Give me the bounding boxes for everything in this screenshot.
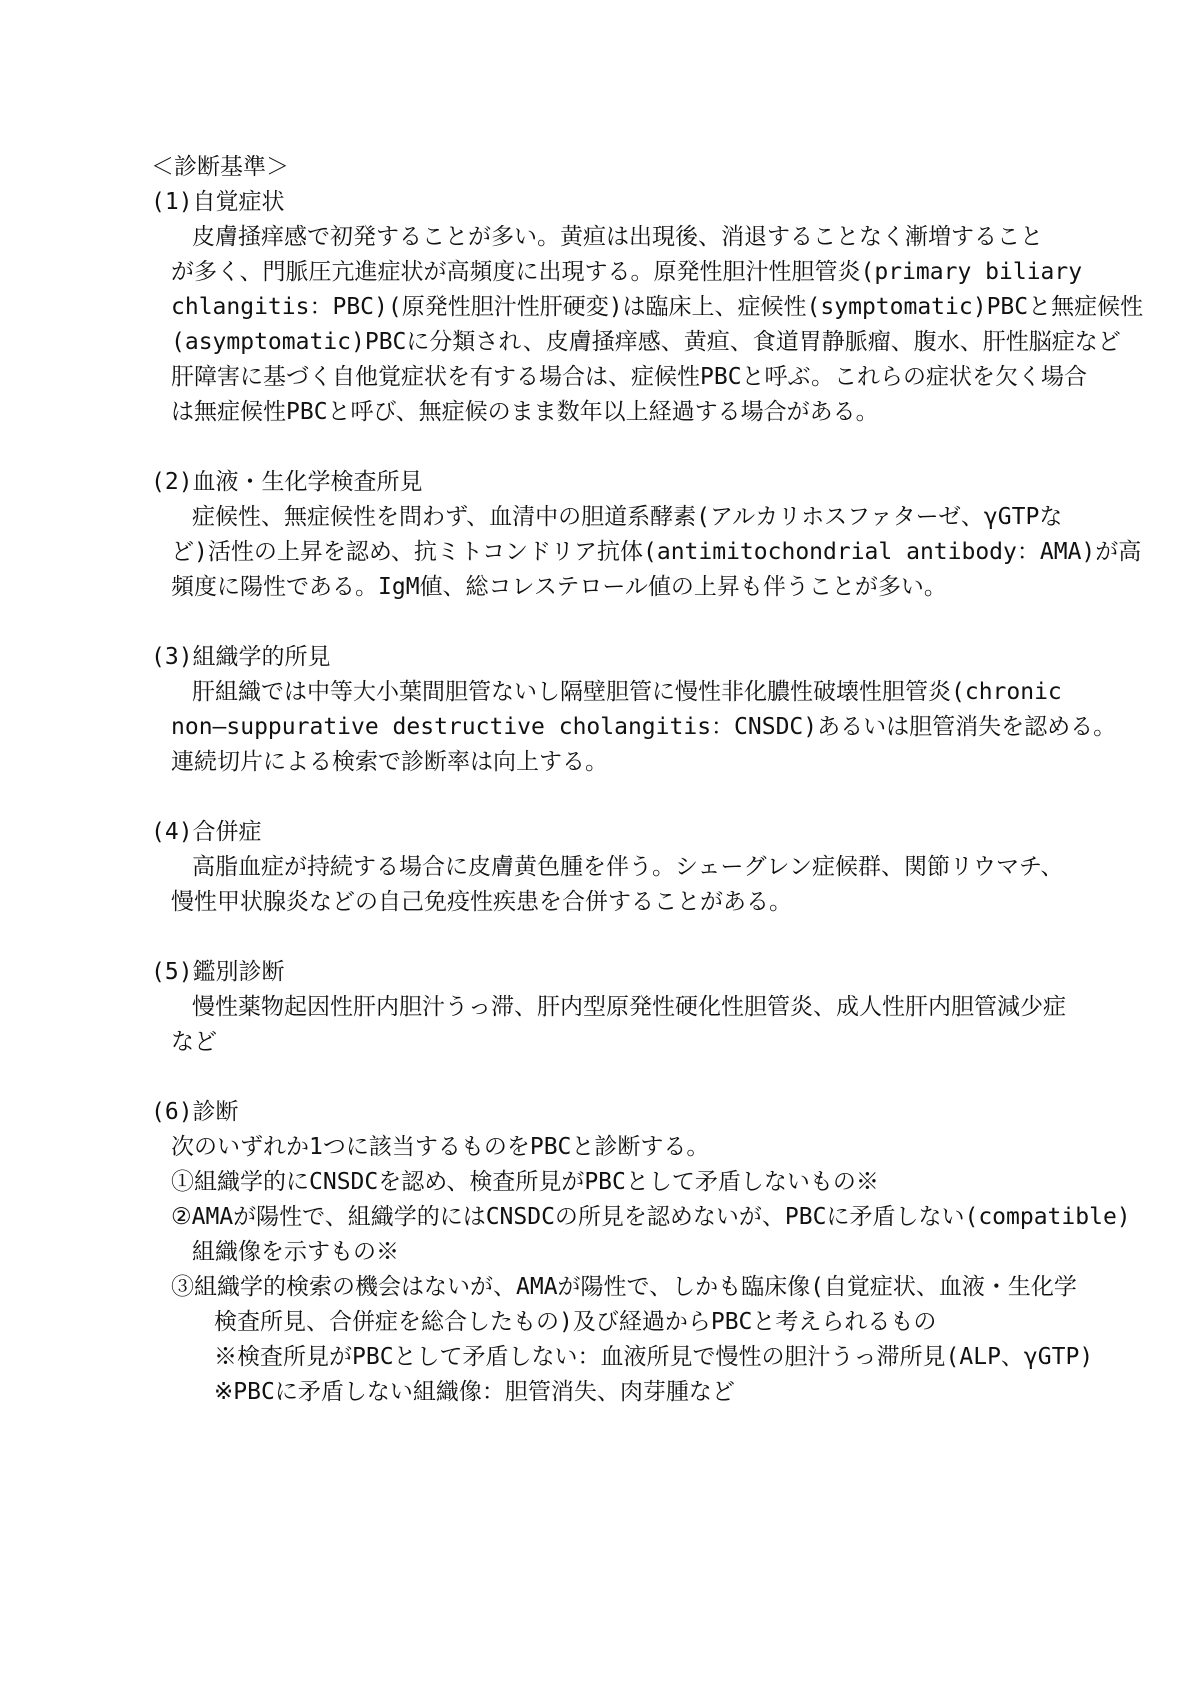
section-subjective-symptoms — [0, 185, 1181, 430]
paragraph-line: 症候性、無症候性を問わず、血清中の胆道系酵素(アルカリホスファターゼ、γGTPな — [192, 504, 1063, 530]
section-blood-biochemistry — [0, 465, 1181, 605]
paragraph-line: 慢性薬物起因性肝内胆汁うっ滞、肝内型原発性硬化性胆管炎、成人性肝内胆管減少症 — [192, 994, 1066, 1020]
paragraph-line: non—suppurative destructive cholangitis：CNSDC)あるいは胆管消失を認める。 — [171, 714, 1117, 740]
paragraph-line: (asymptomatic)PBCに分類され、皮膚掻痒感、黄疸、食道胃静脈瘤、腹水、肝性脳症など — [171, 329, 1121, 355]
section-histology — [0, 640, 1181, 780]
criterion-2: ②AMAが陽性で、組織学的にはCNSDCの所見を認めないが、PBCに矛盾しない(compatible) — [171, 1204, 1131, 1230]
paragraph-line: ど)活性の上昇を認め、抗ミトコンドリア抗体(antimitochondrial antibody：AMA)が高 — [171, 539, 1142, 565]
section-complications — [0, 815, 1181, 920]
paragraph-line: 慢性甲状腺炎などの自己免疫性疾患を合併することがある。 — [171, 889, 792, 915]
footnote: ※検査所見がPBCとして矛盾しない：血液所見で慢性の胆汁うっ滞所見(ALP、γGTP) — [214, 1344, 1094, 1370]
section-heading: (3)組織学的所見 — [151, 644, 331, 670]
document-title: ＜診断基準＞ — [151, 154, 289, 180]
section-heading: (5)鑑別診断 — [151, 959, 285, 985]
criterion-3: ③組織学的検索の機会はないが、AMAが陽性で、しかも臨床像(自覚症状、血液・生化学 — [171, 1274, 1077, 1300]
section-diagnosis — [0, 1095, 1181, 1410]
criterion-1: ①組織学的にCNSDCを認め、検査所見がPBCとして矛盾しないもの※ — [171, 1169, 879, 1195]
paragraph-line: など — [171, 1029, 217, 1055]
criterion-3-continued: 検査所見、合併症を総合したもの)及び経過からPBCと考えられるもの — [214, 1309, 937, 1335]
paragraph-line: が多く、門脈圧亢進症状が高頻度に出現する。原発性胆汁性胆管炎(primary biliary — [171, 259, 1083, 285]
diagnosis-intro: 次のいずれか1つに該当するものをPBCと診断する。 — [171, 1134, 710, 1160]
paragraph-line: 頻度に陽性である。IgM値、総コレステロール値の上昇も伴うことが多い。 — [171, 574, 947, 600]
paragraph-line: 肝障害に基づく自他覚症状を有する場合は、症候性PBCと呼ぶ。これらの症状を欠く場合 — [171, 364, 1088, 390]
section-heading: (6)診断 — [151, 1099, 239, 1125]
paragraph-line: 連続切片による検索で診断率は向上する。 — [171, 749, 608, 775]
paragraph-line: 高脂血症が持続する場合に皮膚黄色腫を伴う。シェーグレン症候群、関節リウマチ、 — [192, 854, 1064, 880]
paragraph-line: 皮膚掻痒感で初発することが多い。黄疸は出現後、消退することなく漸増すること — [192, 224, 1043, 250]
section-heading: (2)血液・生化学検査所見 — [151, 469, 423, 495]
criterion-2-continued: 組織像を示すもの※ — [192, 1239, 399, 1265]
document-page — [0, 150, 1181, 1410]
section-heading: (1)自覚症状 — [151, 189, 285, 215]
paragraph-line: 肝組織では中等大小葉間胆管ないし隔壁胆管に慢性非化膿性破壊性胆管炎(chronic — [192, 679, 1062, 705]
section-heading: (4)合併症 — [151, 819, 262, 845]
section-differential-diagnosis — [0, 955, 1181, 1060]
footnote: ※PBCに矛盾しない組織像：胆管消失、肉芽腫など — [214, 1379, 735, 1405]
paragraph-line: chlangitis：PBC)(原発性胆汁性肝硬変)は臨床上、症候性(symptomatic)PBCと無症候性 — [171, 294, 1144, 320]
paragraph-line: は無症候性PBCと呼び、無症候のまま数年以上経過する場合がある。 — [171, 399, 879, 425]
